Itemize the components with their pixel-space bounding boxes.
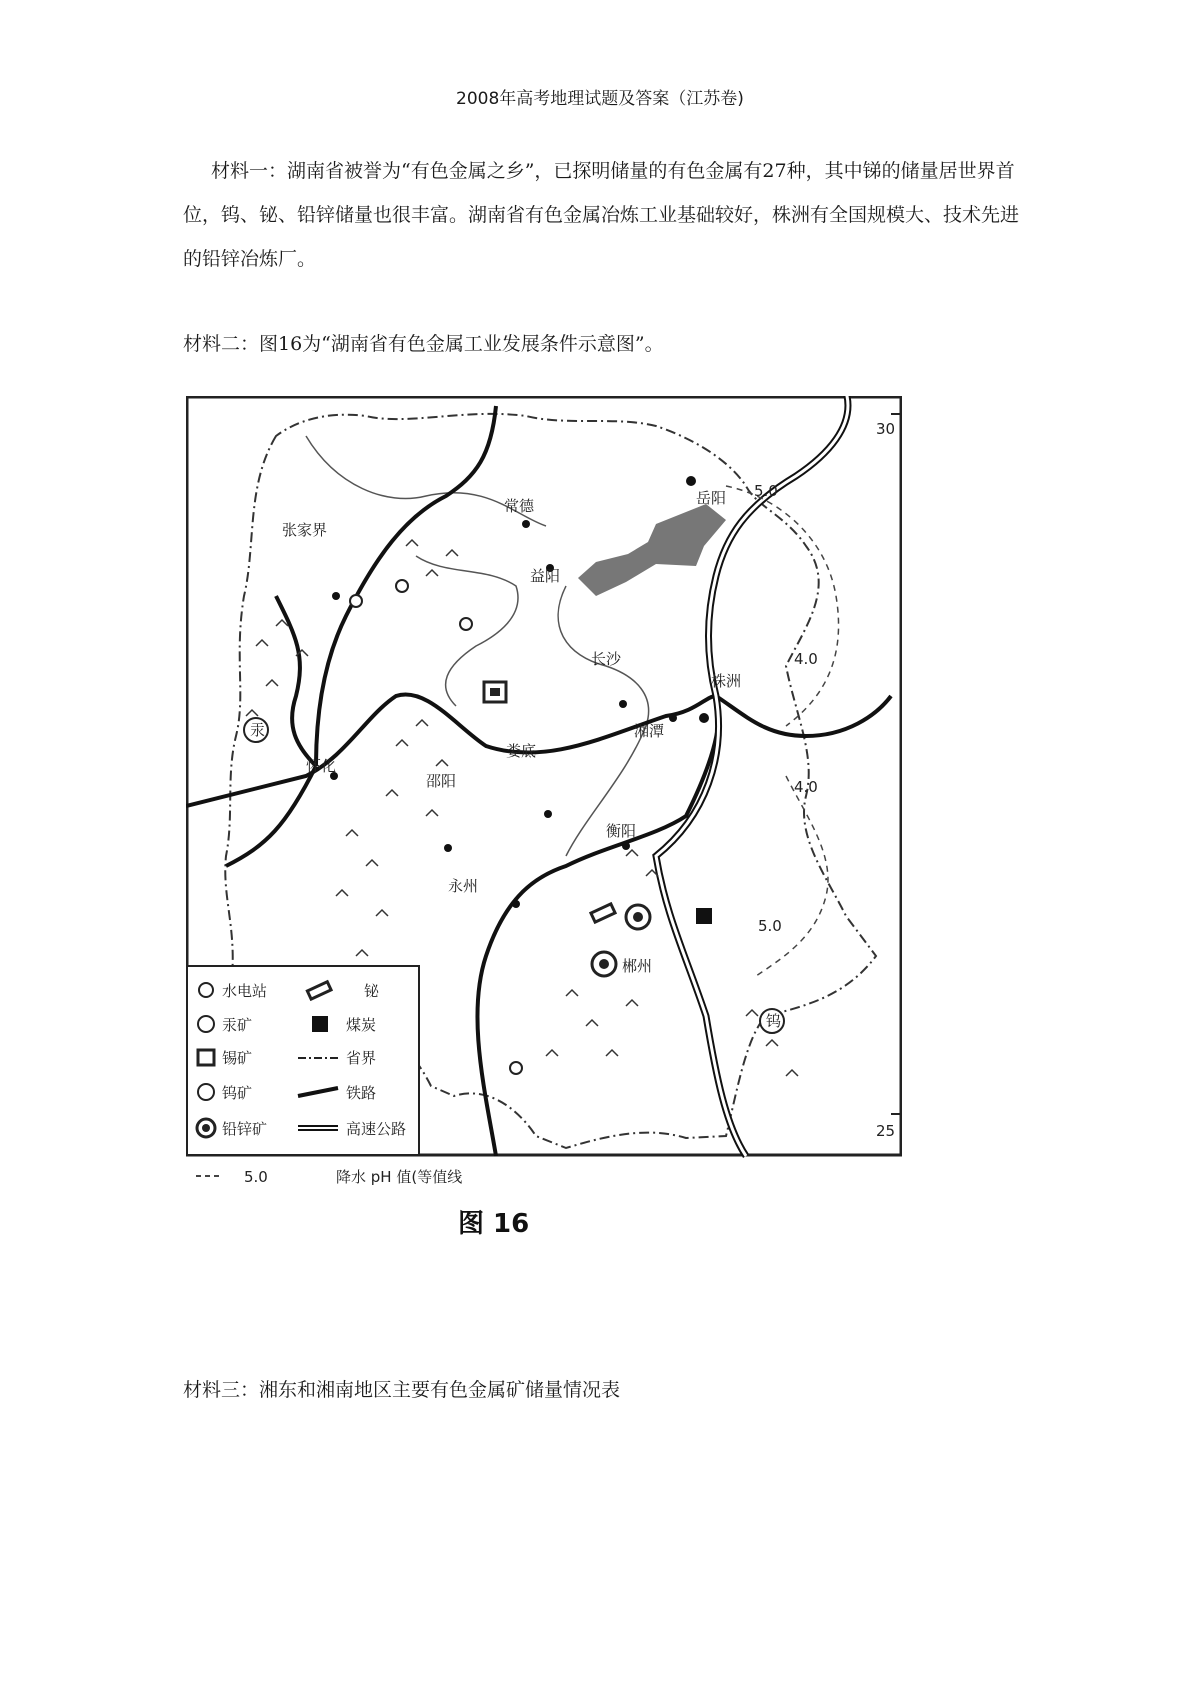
city-label-loudi: 娄底 <box>506 742 537 760</box>
city-label-yongzhou: 永州 <box>448 877 479 895</box>
city-label-xiangtan: 湘潭 <box>634 722 665 740</box>
antimony-mine-icon <box>244 718 268 742</box>
map-legend <box>187 966 419 1155</box>
city-label-zhangjiajie: 张家界 <box>282 521 328 539</box>
legend-label-bismuth: 铋 <box>364 982 380 1000</box>
ph-legend-label: 降水 pH 值(等值线 <box>336 1168 463 1186</box>
tin-mine-icon <box>484 682 506 702</box>
svg-text:汞: 汞 <box>250 721 266 739</box>
leadzinc-mine-icon <box>626 905 650 929</box>
legend-label-leadzinc: 铅锌矿 <box>222 1120 268 1138</box>
city-label-changsha: 长沙 <box>591 650 622 668</box>
city-label-zhuzhou: 株洲 <box>711 672 742 690</box>
material-3-paragraph: 材料三：湘东和湘南地区主要有色金属矿储量情况表 <box>183 1379 621 1401</box>
document-title: 2008年高考地理试题及答案（江苏卷) <box>456 89 744 109</box>
isoline-value: 4.0 <box>794 778 818 796</box>
city-label-hengyang: 衡阳 <box>606 822 637 840</box>
legend-label-coal: 煤炭 <box>346 1016 377 1034</box>
city-label-yiyang: 益阳 <box>530 567 561 585</box>
material-1-paragraph: 材料一：湖南省被誉为“有色金属之乡”，已探明储量的有色金属有27种，其中锑的储量居世界首位，钨、铋、铅锌储量也很丰富。湖南省有色金属冶炼工业基础较好，株洲有全国规模大、技术先进的铅锌冶炼厂。 <box>183 160 1020 270</box>
latitude-label-30: 30 <box>876 420 896 438</box>
city-label-shaoyang: 邵阳 <box>426 772 457 790</box>
legend-label-hydro: 水电站 <box>222 982 268 1000</box>
legend-label-tungsten: 钨矿 <box>222 1084 253 1102</box>
figure-16-map <box>186 396 902 1248</box>
legend-label-tin: 锡矿 <box>222 1049 253 1067</box>
leadzinc-mine-icon <box>592 952 616 976</box>
material-2-paragraph: 材料二：图16为“湖南省有色金属工业发展条件示意图”。 <box>183 333 664 355</box>
tungsten-mine-icon <box>760 1009 784 1033</box>
svg-text:钨: 钨 <box>766 1012 782 1030</box>
legend-label-border: 省界 <box>346 1049 377 1067</box>
isoline-value: 5.0 <box>758 917 782 935</box>
ph-legend-value: 5.0 <box>244 1168 268 1186</box>
latitude-label-25: 25 <box>876 1122 896 1140</box>
city-label-yueyang: 岳阳 <box>696 489 727 507</box>
figure-caption: 图 16 <box>458 1209 530 1239</box>
legend-label-antimony: 汞矿 <box>222 1016 253 1034</box>
isoline-value: 5.0 <box>754 482 778 500</box>
city-label-chenzhou: 郴州 <box>622 957 653 975</box>
city-label-huaihua: 怀化 <box>306 757 337 775</box>
city-label-changde: 常德 <box>504 497 535 515</box>
coal-icon <box>696 908 712 924</box>
legend-label-highway: 高速公路 <box>346 1120 407 1138</box>
isoline-value: 4.0 <box>794 650 818 668</box>
legend-label-railway: 铁路 <box>346 1084 377 1102</box>
